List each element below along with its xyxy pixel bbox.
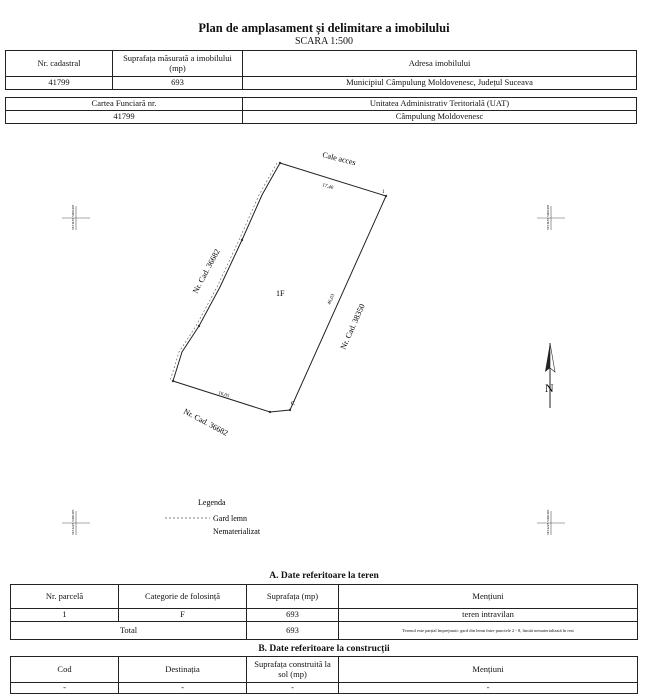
- east-neighbor-label: Nr. Cad. 38350: [338, 302, 367, 351]
- coord-bottom-right: 5151225 5400405: [546, 509, 550, 535]
- coord-bottom-left: 5151225 5400405: [71, 509, 75, 535]
- value-suprafata-teren: 693: [247, 609, 339, 622]
- section-a-title: A. Date referitoare la teren: [269, 571, 379, 581]
- land-table: [10, 584, 638, 640]
- corner-label-1: 1: [382, 190, 385, 195]
- value-suprafata: 693: [113, 77, 243, 90]
- road-label: Cale acces: [321, 150, 357, 168]
- total-value: 693: [247, 622, 339, 640]
- edge-length-top: 17,40: [321, 183, 334, 192]
- value-nr-cadastral: 41799: [6, 77, 113, 90]
- header-suprafata-constructie: Suprafața construită la sol (mp): [247, 657, 339, 683]
- total-label: Total: [11, 622, 247, 640]
- legend-title: Legenda: [198, 498, 226, 507]
- value-adresa: Municipiul Câmpulung Moldovenesc, Județul Suceava: [243, 77, 637, 90]
- page-title: Plan de amplasament și delimitare a imobilului: [198, 21, 450, 35]
- edge-length-right: 46,03: [327, 293, 337, 306]
- parcel-label: 1F: [276, 289, 285, 298]
- north-arrow-icon: [545, 343, 555, 408]
- header-uat: Unitatea Administrativ Teritorială (UAT): [243, 98, 637, 111]
- header-categorie: Categorie de folosință: [119, 585, 247, 609]
- legend-item-fence: Gard lemn: [213, 514, 247, 523]
- corner-label-c: C: [291, 401, 296, 407]
- legend-item-unmaterialized: Nematerializat: [213, 527, 261, 536]
- header-nr-cadastral: Nr. cadastral: [6, 51, 113, 77]
- value-suprafata-constructie: -: [247, 683, 339, 694]
- header-mentiuni-teren: Mențiuni: [339, 585, 638, 609]
- value-carte-funciara: 41799: [6, 111, 243, 124]
- header-cod: Cod: [11, 657, 119, 683]
- south-neighbor-label: Nr. Cad. 36682: [182, 406, 230, 438]
- value-categorie: F: [119, 609, 247, 622]
- section-b-title: B. Date referitoare la construcții: [258, 644, 390, 654]
- header-mentiuni-constructie: Mențiuni: [339, 657, 638, 683]
- value-cod: -: [11, 683, 119, 694]
- coord-top-right: 5151185 5400405: [546, 204, 550, 230]
- header-adresa: Adresa imobilului: [243, 51, 637, 77]
- header-suprafata-teren: Suprafața (mp): [247, 585, 339, 609]
- coord-top-left: 5151185 5400405: [71, 204, 75, 230]
- fence-line: [170, 163, 277, 381]
- header-carte-funciara: Cartea Funciară nr.: [6, 98, 243, 111]
- scale-label: SCARA 1:500: [294, 36, 354, 47]
- constructions-table: [10, 656, 638, 694]
- header-suprafata: Suprafața măsurată a imobilului (mp): [113, 51, 243, 77]
- header-nr-parcela: Nr. parcelă: [11, 585, 119, 609]
- west-neighbor-label: Nr. Cad. 36682: [190, 247, 222, 295]
- edge-length-bottom: 16,05: [217, 391, 230, 400]
- value-mentiuni-teren: teren intravilan: [339, 609, 638, 622]
- value-nr-parcela: 1: [11, 609, 119, 622]
- value-destinatia: -: [119, 683, 247, 694]
- header-destinatia: Destinația: [119, 657, 247, 683]
- parcel-outline: [173, 163, 386, 412]
- value-uat: Câmpulung Moldovenesc: [243, 111, 637, 124]
- north-label: N: [545, 381, 554, 395]
- total-note: Terenul este parțial împrejmuit: gard din lemn între punctele 2 - 8, limită nematerializată în rest: [339, 622, 638, 640]
- value-mentiuni-constructie: -: [339, 683, 638, 694]
